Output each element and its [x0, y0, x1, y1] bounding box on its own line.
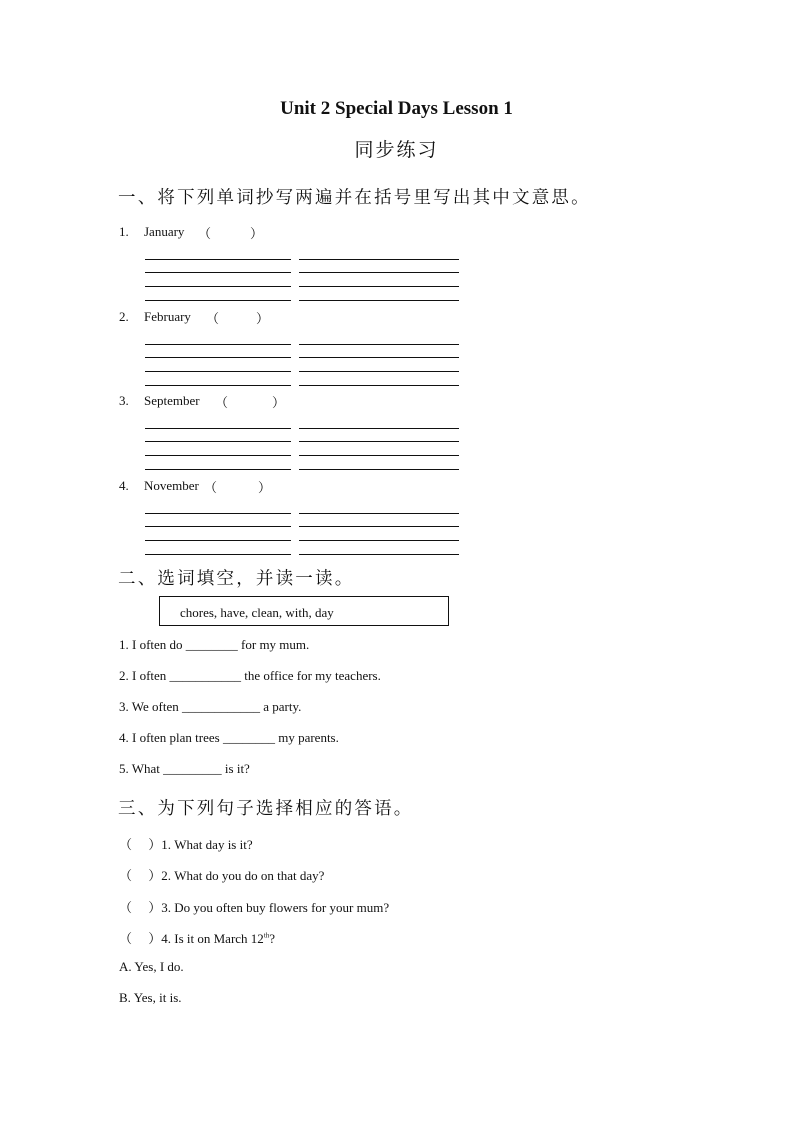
- writing-line: [299, 357, 459, 358]
- writing-line: [145, 554, 291, 555]
- question-2: [119, 865, 324, 884]
- fill-sentence-2: 2. I often ___________ the office for my teachers.: [119, 668, 381, 683]
- close-paren: ）: [250, 226, 264, 241]
- section1-heading: 一、将下列单词抄写两遍并在括号里写出其中文意思。: [118, 188, 591, 208]
- writing-line: [299, 385, 459, 386]
- section3-heading: 三、为下列句子选择相应的答语。: [118, 799, 414, 819]
- question-4: [119, 928, 275, 947]
- item-number: 3.: [119, 393, 129, 408]
- writing-line: [299, 526, 459, 527]
- writing-line: [145, 371, 291, 372]
- fill-sentence-5: 5. What _________ is it?: [119, 761, 250, 776]
- answer-option-a: A. Yes, I do.: [119, 959, 184, 974]
- page-subtitle: 同步练习: [354, 139, 439, 161]
- ordinal-suffix: th: [263, 931, 270, 940]
- question-end: ?: [269, 931, 276, 946]
- question-text: 1. What day is it?: [161, 837, 253, 852]
- close-paren: ）: [272, 395, 286, 410]
- item-number: 4.: [119, 478, 129, 493]
- close-paren: ）: [256, 311, 270, 326]
- writing-line: [299, 259, 459, 260]
- page-title: Unit 2 Special Days Lesson 1: [280, 98, 513, 119]
- writing-line: [145, 286, 291, 287]
- writing-line: [145, 357, 291, 358]
- writing-line: [299, 371, 459, 372]
- writing-line: [299, 286, 459, 287]
- writing-line: [145, 272, 291, 273]
- writing-line: [299, 428, 459, 429]
- writing-line: [145, 441, 291, 442]
- question-text: 2. What do you do on that day?: [161, 868, 325, 883]
- writing-line: [145, 513, 291, 514]
- vocab-word: February: [144, 309, 191, 324]
- word-bank-box: [159, 596, 449, 626]
- writing-line: [299, 513, 459, 514]
- writing-line: [145, 259, 291, 260]
- word-bank: chores, have, clean, with, day: [180, 605, 334, 620]
- writing-line: [145, 385, 291, 386]
- open-paren: （: [198, 226, 212, 241]
- vocab-word: January: [144, 224, 185, 239]
- question-text: 4. Is it on March 12: [161, 931, 264, 946]
- writing-line: [145, 344, 291, 345]
- question-text: 3. Do you often buy flowers for your mum?: [161, 900, 390, 915]
- open-paren: （: [204, 480, 218, 495]
- section2-heading: 二、选词填空，并读一读。: [118, 569, 355, 589]
- answer-paren: （ ）: [119, 931, 162, 946]
- writing-line: [299, 441, 459, 442]
- open-paren: （: [215, 395, 229, 410]
- writing-line: [145, 540, 291, 541]
- open-paren: （: [206, 311, 220, 326]
- writing-line: [145, 428, 291, 429]
- answer-paren: （ ）: [119, 868, 162, 883]
- vocab-word: November: [144, 478, 199, 493]
- answer-paren: （ ）: [119, 900, 162, 915]
- fill-sentence-3: 3. We often ____________ a party.: [119, 699, 302, 714]
- writing-line: [145, 526, 291, 527]
- question-3: [119, 897, 389, 916]
- fill-sentence-1: 1. I often do ________ for my mum.: [119, 637, 310, 652]
- writing-line: [299, 554, 459, 555]
- fill-sentence-4: 4. I often plan trees ________ my parents.: [119, 730, 339, 745]
- writing-line: [145, 300, 291, 301]
- writing-line: [299, 272, 459, 273]
- question-1: [119, 834, 253, 853]
- writing-line: [299, 344, 459, 345]
- writing-line: [299, 469, 459, 470]
- writing-line: [145, 455, 291, 456]
- close-paren: ）: [258, 480, 272, 495]
- answer-option-b: B. Yes, it is.: [119, 990, 182, 1005]
- item-number: 1.: [119, 224, 129, 239]
- answer-paren: （ ）: [119, 837, 162, 852]
- vocab-word: September: [144, 393, 200, 408]
- item-number: 2.: [119, 309, 129, 324]
- writing-line: [299, 455, 459, 456]
- writing-line: [145, 469, 291, 470]
- writing-line: [299, 300, 459, 301]
- writing-line: [299, 540, 459, 541]
